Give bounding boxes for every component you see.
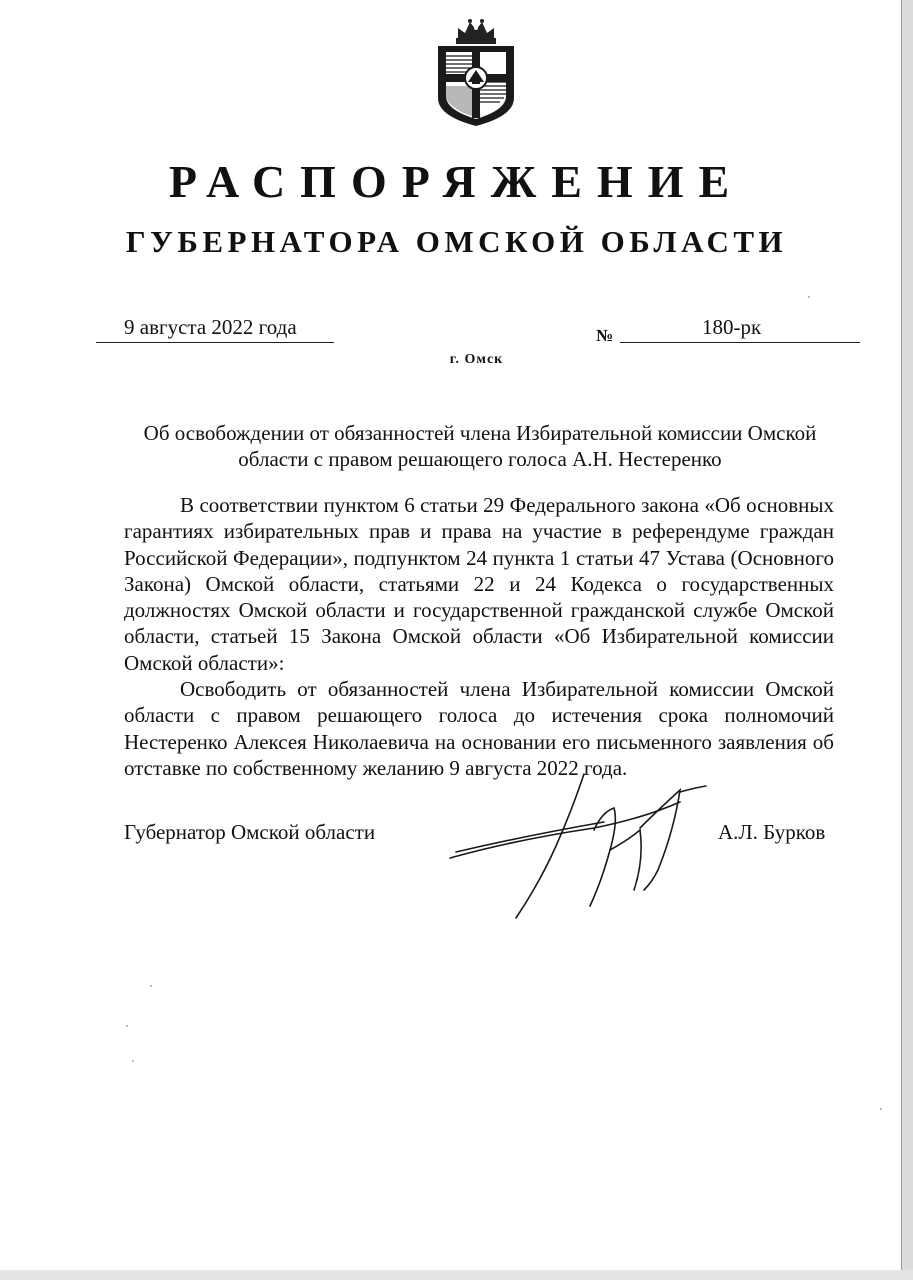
signatory-title: Губернатор Омской области (124, 820, 376, 844)
signatory-name: А.Л. Бурков (718, 820, 826, 844)
signature-icon (444, 770, 734, 930)
viewer-frame-bottom (0, 1270, 913, 1280)
document-title: РАСПОРЯЖЕНИЕ (168, 156, 745, 207)
number-label: № (596, 326, 614, 345)
scan-speck (808, 296, 810, 298)
document-subtitle: ГУБЕРНАТОРА ОМСКОЙ ОБЛАСТИ (125, 224, 788, 259)
document-date: 9 августа 2022 года (124, 315, 297, 339)
document-number-field (620, 314, 860, 343)
scan-speck (880, 1108, 882, 1110)
document-subject: Об освобождении от обязанностей члена Избирательной комиссии Омской области с правом решающего голоса А.Н. Нестеренко (143, 421, 817, 471)
scan-speck (126, 1025, 128, 1027)
body-paragraph: В соответствии пунктом 6 статьи 29 Федерального закона «Об основных гарантиях избирательных прав и права на участие в референдуме граждан Российской Федерации», подпунктом 24 пункта 1 статьи 47 Устава (Основного Закона) Омской области, статьями 22 и 24 Кодекса о государственных должностях Омской области и государственной гражданской службе Омской области, статьей 15 Закона Омской области «Об Избирательной комиссии Омской области»: (124, 493, 834, 675)
coat-of-arms-icon (428, 16, 524, 128)
document-number: 180-рк (702, 315, 762, 339)
document-body (124, 492, 834, 781)
document-date-field (96, 314, 334, 343)
body-paragraph: Освободить от обязанностей члена Избирательной комиссии Омской области с правом решающего голоса до истечения срока полномочий Нестеренко Алексея Николаевича на основании его письменного заявления об отставке по собственному желанию 9 августа 2022 года. (124, 677, 834, 780)
document-city: г. Омск (449, 352, 504, 367)
scan-speck (132, 1060, 134, 1062)
scan-speck (150, 985, 152, 987)
